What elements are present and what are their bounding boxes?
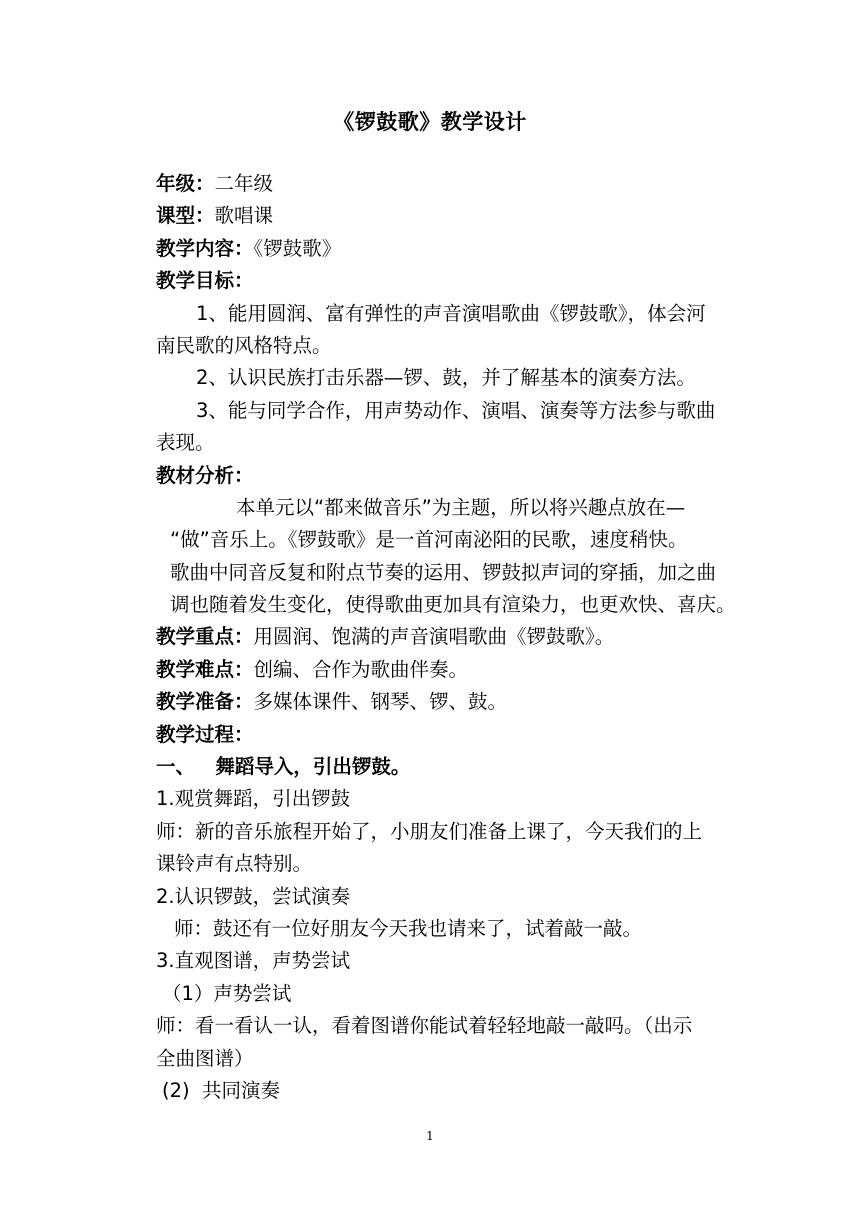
analysis-line-1: 本单元以“都来做音乐”为主题，所以将兴趣点放在— [236, 495, 686, 519]
objective-1-line-1: 1、能用圆润、富有弹性的声音演唱歌曲《锣鼓歌》，体会河 [196, 301, 706, 325]
document-title: 《锣鼓歌》教学设计 [333, 110, 527, 134]
step-2-text: 师：鼓还有一位好朋友今天我也请来了，试着敲一敲。 [174, 916, 643, 940]
grade-label: 年级： [156, 172, 215, 195]
difficulty-value: 创编、合作为歌曲伴奏。 [253, 657, 469, 681]
objective-1-line-2: 南民歌的风格特点。 [156, 333, 332, 357]
section-1-heading: 一、 舞蹈导入，引出锣鼓。 [156, 755, 411, 779]
step-3-sub-1-text-line-1: 师：看一看认一认，看着图谱你能试着轻轻地敲一敲吗。（出示 [156, 1014, 693, 1038]
step-1-text-line-2: 课铃声有点特别。 [156, 852, 313, 876]
teaching-content-line [156, 233, 736, 265]
objective-3-line-1: 3、能与同学合作，用声势动作、演唱、演奏等方法参与歌曲 [196, 398, 716, 422]
analysis-heading: 教材分析： [156, 463, 254, 487]
document-body [156, 168, 736, 1107]
objective-3-line-2: 表现。 [156, 431, 215, 455]
lesson-type-line [156, 200, 736, 232]
preparation-value: 多媒体课件、钢琴、锣、鼓。 [253, 690, 508, 714]
teaching-content-label: 教学内容： [156, 236, 254, 260]
step-2-heading: 2.认识锣鼓，尝试演奏 [156, 884, 351, 908]
step-1-text-line-1: 师：新的音乐旅程开始了，小朋友们准备上课了，今天我们的上 [156, 819, 703, 843]
grade-line [156, 168, 736, 200]
step-1-heading: 1.观赏舞蹈，引出锣鼓 [156, 787, 351, 811]
step-3-sub-1-heading: （1）声势尝试 [162, 981, 292, 1005]
analysis-line-3: 歌曲中同音反复和附点节奏的运用、锣鼓拟声词的穿插，加之曲 [170, 560, 717, 584]
analysis-line-4: 调也随着发生变化，使得歌曲更加具有渲染力，也更欢快、喜庆。 [170, 593, 736, 617]
step-3-sub-1-text-line-2: 全曲图谱） [156, 1046, 254, 1070]
focus-value: 用圆润、饱满的声音演唱歌曲《锣鼓歌》。 [253, 625, 615, 649]
process-heading: 教学过程： [156, 722, 254, 746]
page-number: 1 [426, 1129, 434, 1143]
objectives-heading: 教学目标： [156, 269, 254, 293]
preparation-line [156, 686, 736, 718]
lesson-type-label: 课型： [156, 204, 215, 228]
objective-2: 2、认识民族打击乐器—锣、鼓，并了解基本的演奏方法。 [196, 366, 696, 390]
focus-line [156, 621, 736, 653]
difficulty-label: 教学难点： [156, 657, 254, 681]
focus-label: 教学重点： [156, 625, 254, 649]
preparation-label: 教学准备： [156, 690, 254, 714]
step-3-sub-2-heading: (2) 共同演奏 [162, 1078, 281, 1102]
difficulty-line [156, 654, 736, 686]
teaching-content-value: 《锣鼓歌》 [253, 236, 342, 260]
lesson-type-value: 歌唱课 [214, 204, 274, 228]
analysis-line-2: “做”音乐上。《锣鼓歌》是一首河南泌阳的民歌，速度稍快。 [170, 528, 688, 552]
grade-value: 二年级 [214, 172, 274, 195]
step-3-heading: 3.直观图谱，声势尝试 [156, 949, 351, 973]
